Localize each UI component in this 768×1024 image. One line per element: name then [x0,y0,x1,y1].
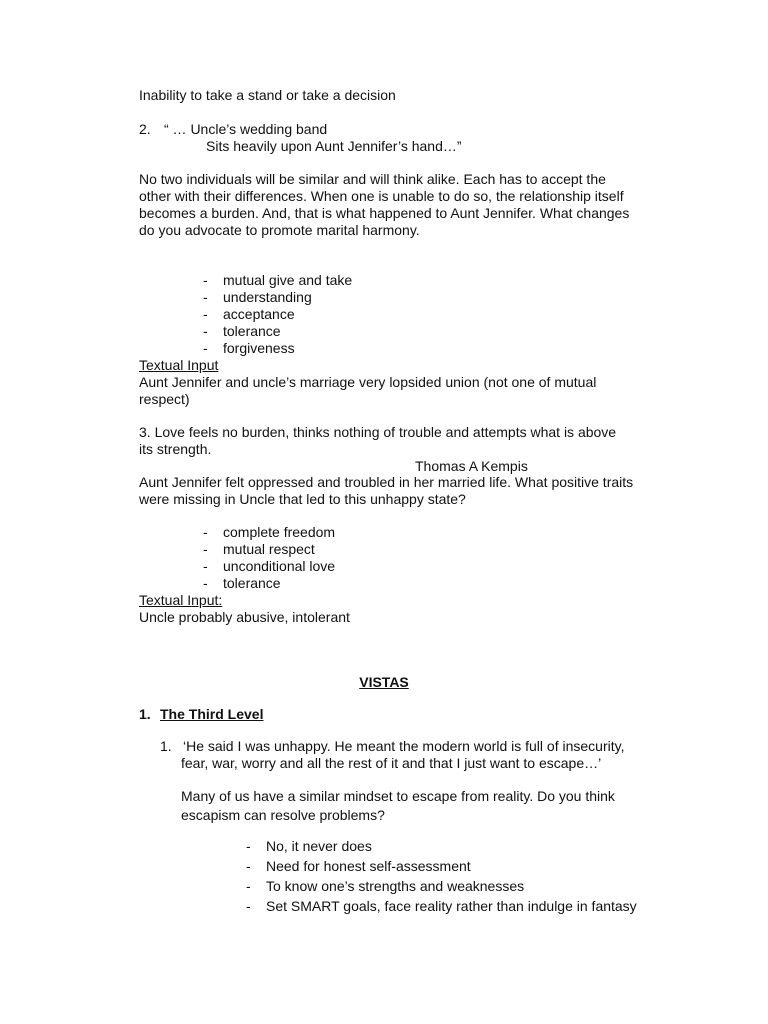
q2-bullet-item: mutual give and take [223,272,353,288]
bullet-dash: - [203,558,208,574]
bullet-dash: - [246,838,251,854]
vistas-quote-line: fear, war, worry and all the rest of it and that I just want to escape…’ [181,755,602,771]
bullet-dash: - [203,541,208,557]
q3-author: Thomas A Kempis [415,458,528,474]
q2-textual-input-line: respect) [139,391,190,407]
q3-quote-line: its strength. [139,441,212,457]
q2-bullet-item: understanding [223,289,312,305]
intro-line: Inability to take a stand or take a decision [139,87,396,103]
q3-question-line: were missing in Uncle that led to this unhappy state? [139,491,466,507]
q2-textual-input-line: Aunt Jennifer and uncle’s marriage very lopsided union (not one of mutual [139,374,597,390]
bullet-dash: - [246,878,251,894]
q2-bullet-item: acceptance [223,306,295,322]
bullet-dash: - [203,575,208,591]
q3-bullet-item: tolerance [223,575,281,591]
q2-paragraph-line: do you advocate to promote marital harmony. [139,222,420,238]
q3-bullet-item: complete freedom [223,524,336,540]
q2-paragraph-line: becomes a burden. And, that is what happened to Aunt Jennifer. What changes [139,205,630,221]
vistas-item-number: 1. [160,738,172,754]
bullet-dash: - [203,289,208,305]
vistas-bullet-item: Need for honest self-assessment [266,858,471,874]
q3-question-line: Aunt Jennifer felt oppressed and troubled in her married life. What positive traits [139,474,634,490]
bullet-dash: - [203,524,208,540]
vistas-section-number: 1. [139,706,151,722]
bullet-dash: - [203,340,208,356]
q2-paragraph-line: other with their differences. When one is unable to do so, the relationship itself [139,188,624,204]
q2-bullet-item: tolerance [223,323,281,339]
q2-bullet-item: forgiveness [223,340,295,356]
bullet-dash: - [246,898,251,914]
vistas-bullet-item: To know one’s strengths and weaknesses [266,878,525,894]
vistas-question-line: Many of us have a similar mindset to escape from reality. Do you think [181,788,615,804]
q2-quote-line-1: “ … Uncle’s wedding band [164,121,328,137]
bullet-dash: - [246,858,251,874]
vistas-section-title: The Third Level [160,706,264,722]
q3-quote-line: 3. Love feels no burden, thinks nothing of trouble and attempts what is above [139,424,617,440]
q3-bullet-item: mutual respect [223,541,315,557]
vistas-bullet-item: No, it never does [266,838,372,854]
q2-number: 2. [139,121,151,137]
bullet-dash: - [203,306,208,322]
vistas-heading: VISTAS [359,674,409,690]
q2-textual-input-heading: Textual Input [139,357,219,373]
vistas-quote-line: ‘He said I was unhappy. He meant the modern world is full of insecurity, [183,738,625,754]
bullet-dash: - [203,272,208,288]
bullet-dash: - [203,323,208,339]
q2-paragraph-line: No two individuals will be similar and will think alike. Each has to accept the [139,171,606,187]
vistas-question-line: escapism can resolve problems? [181,807,385,823]
q3-textual-input-line: Uncle probably abusive, intolerant [139,609,350,625]
vistas-bullet-item: Set SMART goals, face reality rather than indulge in fantasy [266,898,637,914]
q3-textual-input-heading: Textual Input: [139,592,223,608]
q3-bullet-item: unconditional love [223,558,336,574]
q2-quote-line-2: Sits heavily upon Aunt Jennifer’s hand…” [206,138,462,154]
